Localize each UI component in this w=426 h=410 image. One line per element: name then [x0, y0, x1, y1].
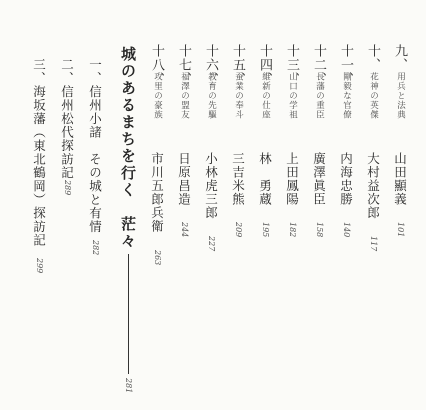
entry-number: 十三、: [284, 44, 299, 86]
entry-subtitle: 剛毅な官僚: [341, 72, 352, 120]
leader-rule: [128, 254, 129, 374]
entry-subtitle: 教育の先驅: [206, 72, 217, 120]
entry-page: 158: [315, 222, 324, 238]
entry-subtitle: 花神の英傑: [368, 72, 379, 120]
entry-number: 十四、: [257, 44, 272, 86]
entry-author: 市川五郎兵衛: [149, 152, 165, 233]
entry-author: 三吉米熊: [230, 152, 246, 206]
entry-page: 244: [180, 222, 189, 238]
section-page: 289: [63, 180, 72, 196]
section-text: 三、海坂藩（東北鶴岡）探訪記: [31, 58, 47, 247]
entry-author: 大村益次郎: [365, 152, 381, 220]
section-text: 一、信州小諸 その城と有情: [87, 58, 103, 234]
entry-author: 林 勇蔵: [257, 152, 273, 206]
entry-number: 十二、: [311, 44, 326, 86]
entry-author: 廣澤眞臣: [311, 152, 327, 206]
entry-subtitle: 長藩の重臣: [314, 72, 325, 120]
entry-page: 195: [261, 222, 270, 238]
entry-author: 内海忠勝: [338, 152, 354, 206]
entry-page: 227: [207, 236, 216, 252]
entry-number: 十、: [365, 44, 380, 72]
entry-number: 十一、: [338, 44, 353, 86]
entry-subtitle: 用兵と法典: [395, 72, 406, 120]
entry-number: 九、: [392, 44, 407, 72]
entry-subtitle: 維新の仕座: [260, 72, 271, 120]
entry-subtitle: 攻里の豪族: [152, 72, 163, 120]
entry-number: 十六、: [203, 44, 218, 86]
entry-page: 209: [234, 222, 243, 238]
entry-author: 小林虎三郎: [203, 152, 219, 220]
part-page: 281: [124, 378, 133, 394]
part-title: 城のあるまちを行く 茫々: [119, 46, 137, 250]
section-page: 299: [35, 258, 44, 274]
entry-author: 上田鳳陽: [284, 152, 300, 206]
entry-page: 263: [153, 250, 162, 266]
entry-number: 十五、: [230, 44, 245, 86]
entry-number: 十八、: [149, 44, 164, 86]
entry-subtitle: 山口の学祖: [287, 72, 298, 120]
entry-page: 140: [342, 222, 351, 238]
entry-page: 117: [369, 236, 378, 252]
entry-author: 山田顯義: [392, 152, 408, 206]
entry-subtitle: 福澤の盟友: [179, 72, 190, 120]
entry-number: 十七、: [176, 44, 191, 86]
entry-subtitle: 蚕業の奉斗: [233, 72, 244, 120]
section-text: 二、信州松代探訪記: [59, 58, 75, 180]
entry-page: 101: [396, 222, 405, 238]
section-page: 282: [91, 240, 100, 256]
entry-author: 日原昌造: [176, 152, 192, 206]
entry-page: 182: [288, 222, 297, 238]
